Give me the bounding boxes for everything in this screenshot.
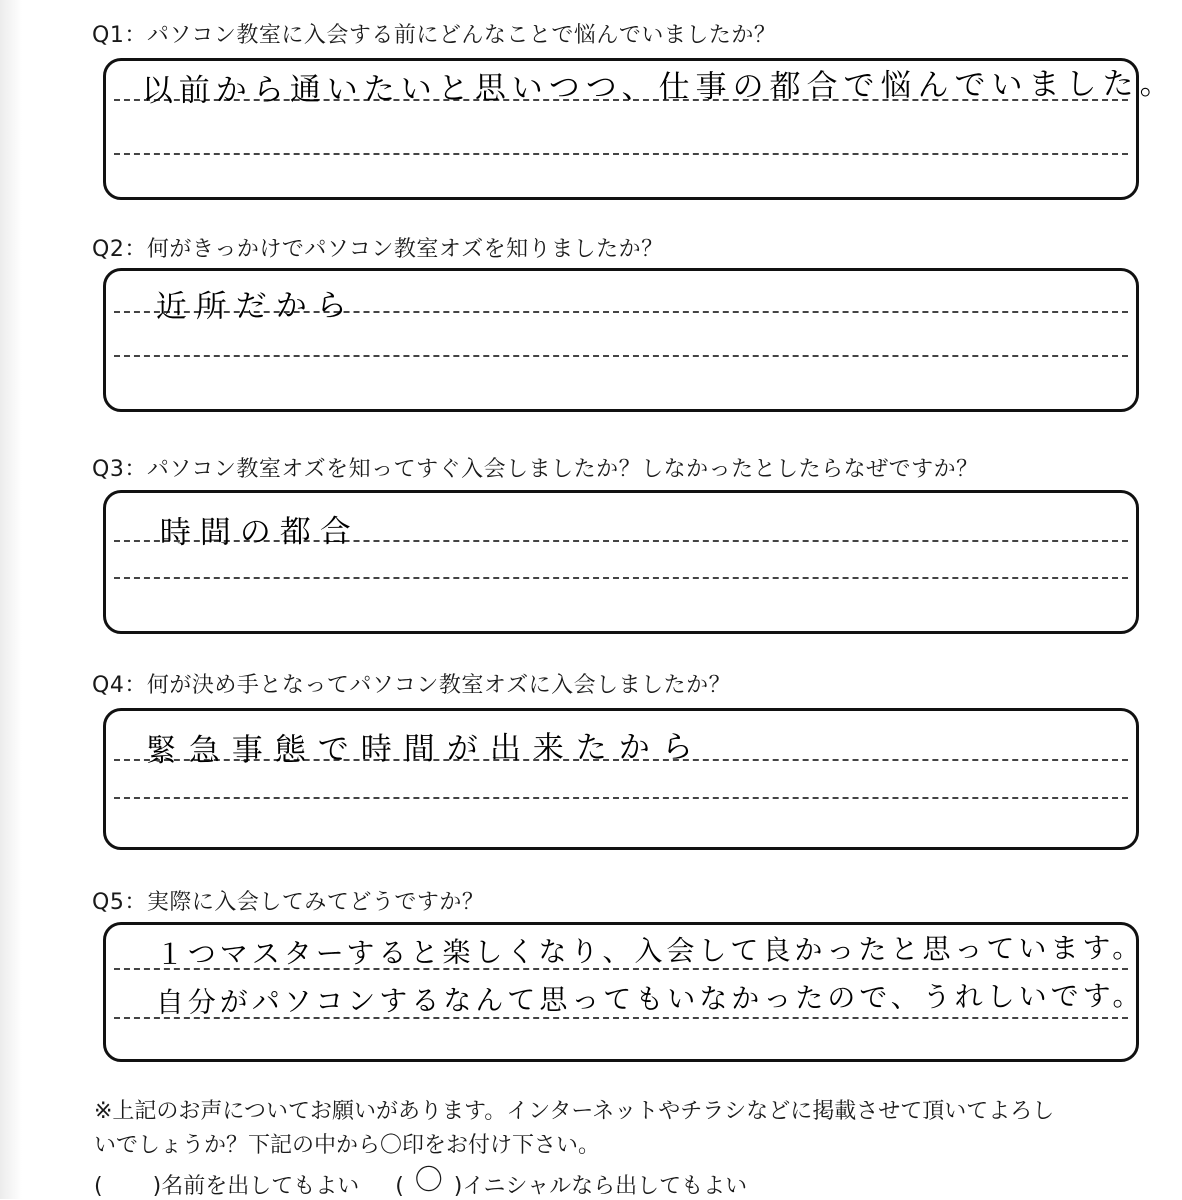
question-1-label: Q1：パソコン教室に入会する前にどんなことで悩んでいましたか？: [92, 23, 777, 48]
answer-rule: [114, 797, 1128, 799]
publication-notice: [94, 1095, 1154, 1163]
answer-box-4: [103, 708, 1139, 850]
notice-line-1: ※上記のお声についてお願いがあります。インターネットやチラシなどに掲載させて頂いてよろし: [94, 1099, 1055, 1124]
answer-rule: [114, 355, 1128, 357]
question-3-label: Q3：パソコン教室オズを知ってすぐ入会しましたか？しなかったとしたらなぜですか？: [92, 457, 979, 482]
option-2-close-paren: ): [453, 1174, 463, 1199]
answer-rule: [114, 153, 1128, 155]
option-2-mark[interactable]: 〇: [414, 1163, 443, 1196]
question-4-label: Q4：何が決め手となってパソコン教室オズに入会しましたか？: [92, 673, 732, 698]
page-edge-shadow: [0, 0, 22, 1199]
answer-box-5: [103, 922, 1145, 1062]
notice-line-2: いでしょうか？下記の中から〇印をお付け下さい。: [94, 1133, 601, 1158]
question-5-label: Q5：実際に入会してみてどうですか？: [92, 890, 485, 915]
option-1-label: 名前を出してもよい: [161, 1174, 360, 1199]
handwritten-answer-3: 時間の都合: [159, 513, 360, 551]
option-1-close-paren: ): [152, 1174, 162, 1199]
consent-options: [94, 1163, 748, 1200]
handwritten-answer-4: 緊急事態で時間が出来たから: [145, 729, 705, 769]
handwritten-answer-2: 近所だから: [155, 287, 356, 326]
answer-box-3: [103, 490, 1139, 634]
option-2-open-paren: (: [395, 1174, 404, 1199]
option-2-label: イニシャルなら出してもよい: [462, 1174, 748, 1199]
handwritten-answer-1: 以前から通いたいと思いつつ、仕事の都合で悩んでいました。: [141, 65, 1177, 110]
option-1-open-paren: (: [94, 1174, 103, 1199]
handwritten-answer-5-line-2: 自分がパソコンするなんて思ってもいなかったので、うれしいです。: [155, 979, 1145, 1020]
handwritten-answer-5-line-1: １つマスターすると楽しくなり、入会して良かったと思っています。: [155, 931, 1145, 972]
question-2-label: Q2：何がきっかけでパソコン教室オズを知りましたか？: [92, 237, 664, 262]
answer-box-1: [103, 58, 1177, 200]
answer-box-2: [103, 268, 1139, 412]
answer-rule: [114, 577, 1128, 579]
